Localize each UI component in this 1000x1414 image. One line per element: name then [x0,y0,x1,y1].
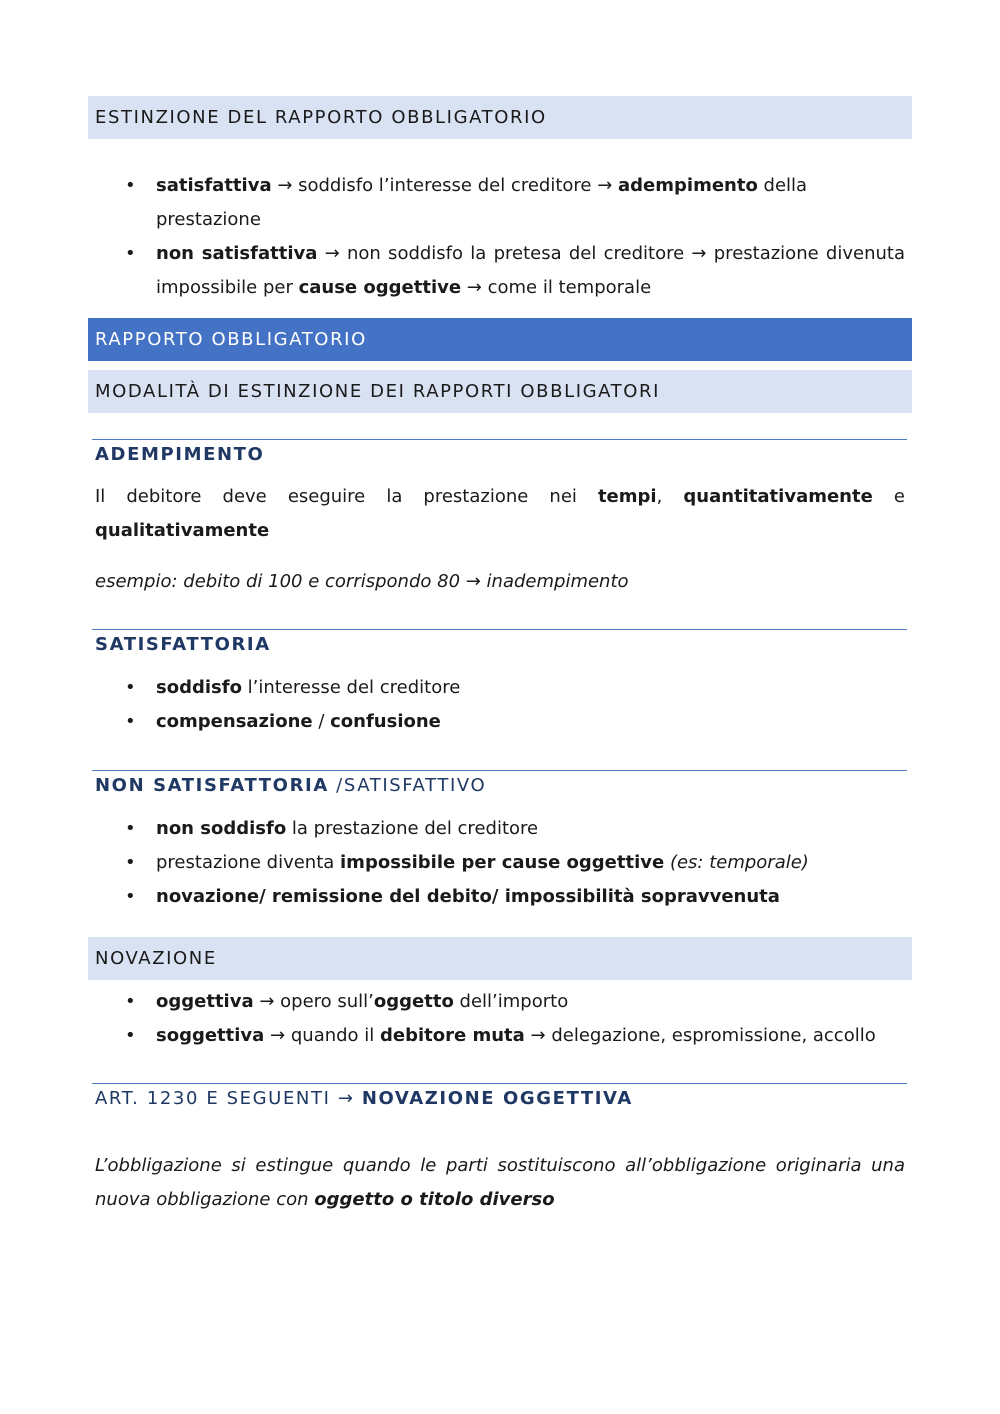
list-item: • prestazione diventa impossibile per cause oggettive (es: temporale) [95,846,905,880]
list-item: • novazione/ remissione del debito/ impossibilità sopravvenuta [95,880,905,914]
section-band-rapporto [88,318,912,361]
list-item: • compensazione / confusione [95,705,905,739]
section-band-modalita [88,370,912,413]
heading-rule [92,1083,907,1084]
list-item: • non satisfattiva → non soddisfo la pretesa del creditore → prestazione divenuta impossibile per cause oggettive → come il temporale [95,237,905,305]
section-band-novazione [88,937,912,980]
novazione-list [95,985,905,1053]
section-title: RAPPORTO OBBLIGATORIO [95,329,367,350]
section-title: MODALITÀ DI ESTINZIONE DEI RAPPORTI OBBLIGATORI [95,381,661,402]
art-1230-paragraph: L’obbligazione si estingue quando le parti sostituiscono all’obbligazione originaria una nuova obbligazione con oggetto o titolo diverso [95,1155,905,1210]
satisfattoria-list [95,671,905,739]
heading-rule [92,629,907,630]
list-item: • soggettiva → quando il debitore muta → delegazione, espromissione, accollo [95,1019,905,1053]
list-item: • soddisfo l’interesse del creditore [95,671,905,705]
heading-rule [92,439,907,440]
heading-rule [92,770,907,771]
list-item: • satisfattiva → soddisfo l’interesse del creditore → adempimento della prestazione [95,169,905,237]
section-title: NOVAZIONE [95,948,217,969]
non-satisfattoria-list [95,812,905,914]
section-band-estinzione [88,96,912,139]
list-item: • non soddisfo la prestazione del creditore [95,812,905,846]
section-title: ESTINZIONE DEL RAPPORTO OBBLIGATORIO [95,107,547,128]
list-item: • oggettiva → opero sull’oggetto dell’importo [95,985,905,1019]
estinzione-list [95,169,905,305]
adempimento-example: esempio: debito di 100 e corrispondo 80 → inadempimento [95,571,629,592]
heading-non-satisfattoria: NON SATISFATTORIA /SATISFATTIVO [95,775,487,796]
adempimento-paragraph-line2: qualitativamente [95,520,270,541]
heading-satisfattoria: SATISFATTORIA [95,634,271,655]
heading-adempimento: ADEMPIMENTO [95,444,265,465]
heading-art-1230: ART. 1230 E SEGUENTI → NOVAZIONE OGGETTIVA [95,1088,633,1109]
adempimento-paragraph-line1: Il debitore deve eseguire la prestazione nei tempi, quantitativamente e [95,486,905,507]
